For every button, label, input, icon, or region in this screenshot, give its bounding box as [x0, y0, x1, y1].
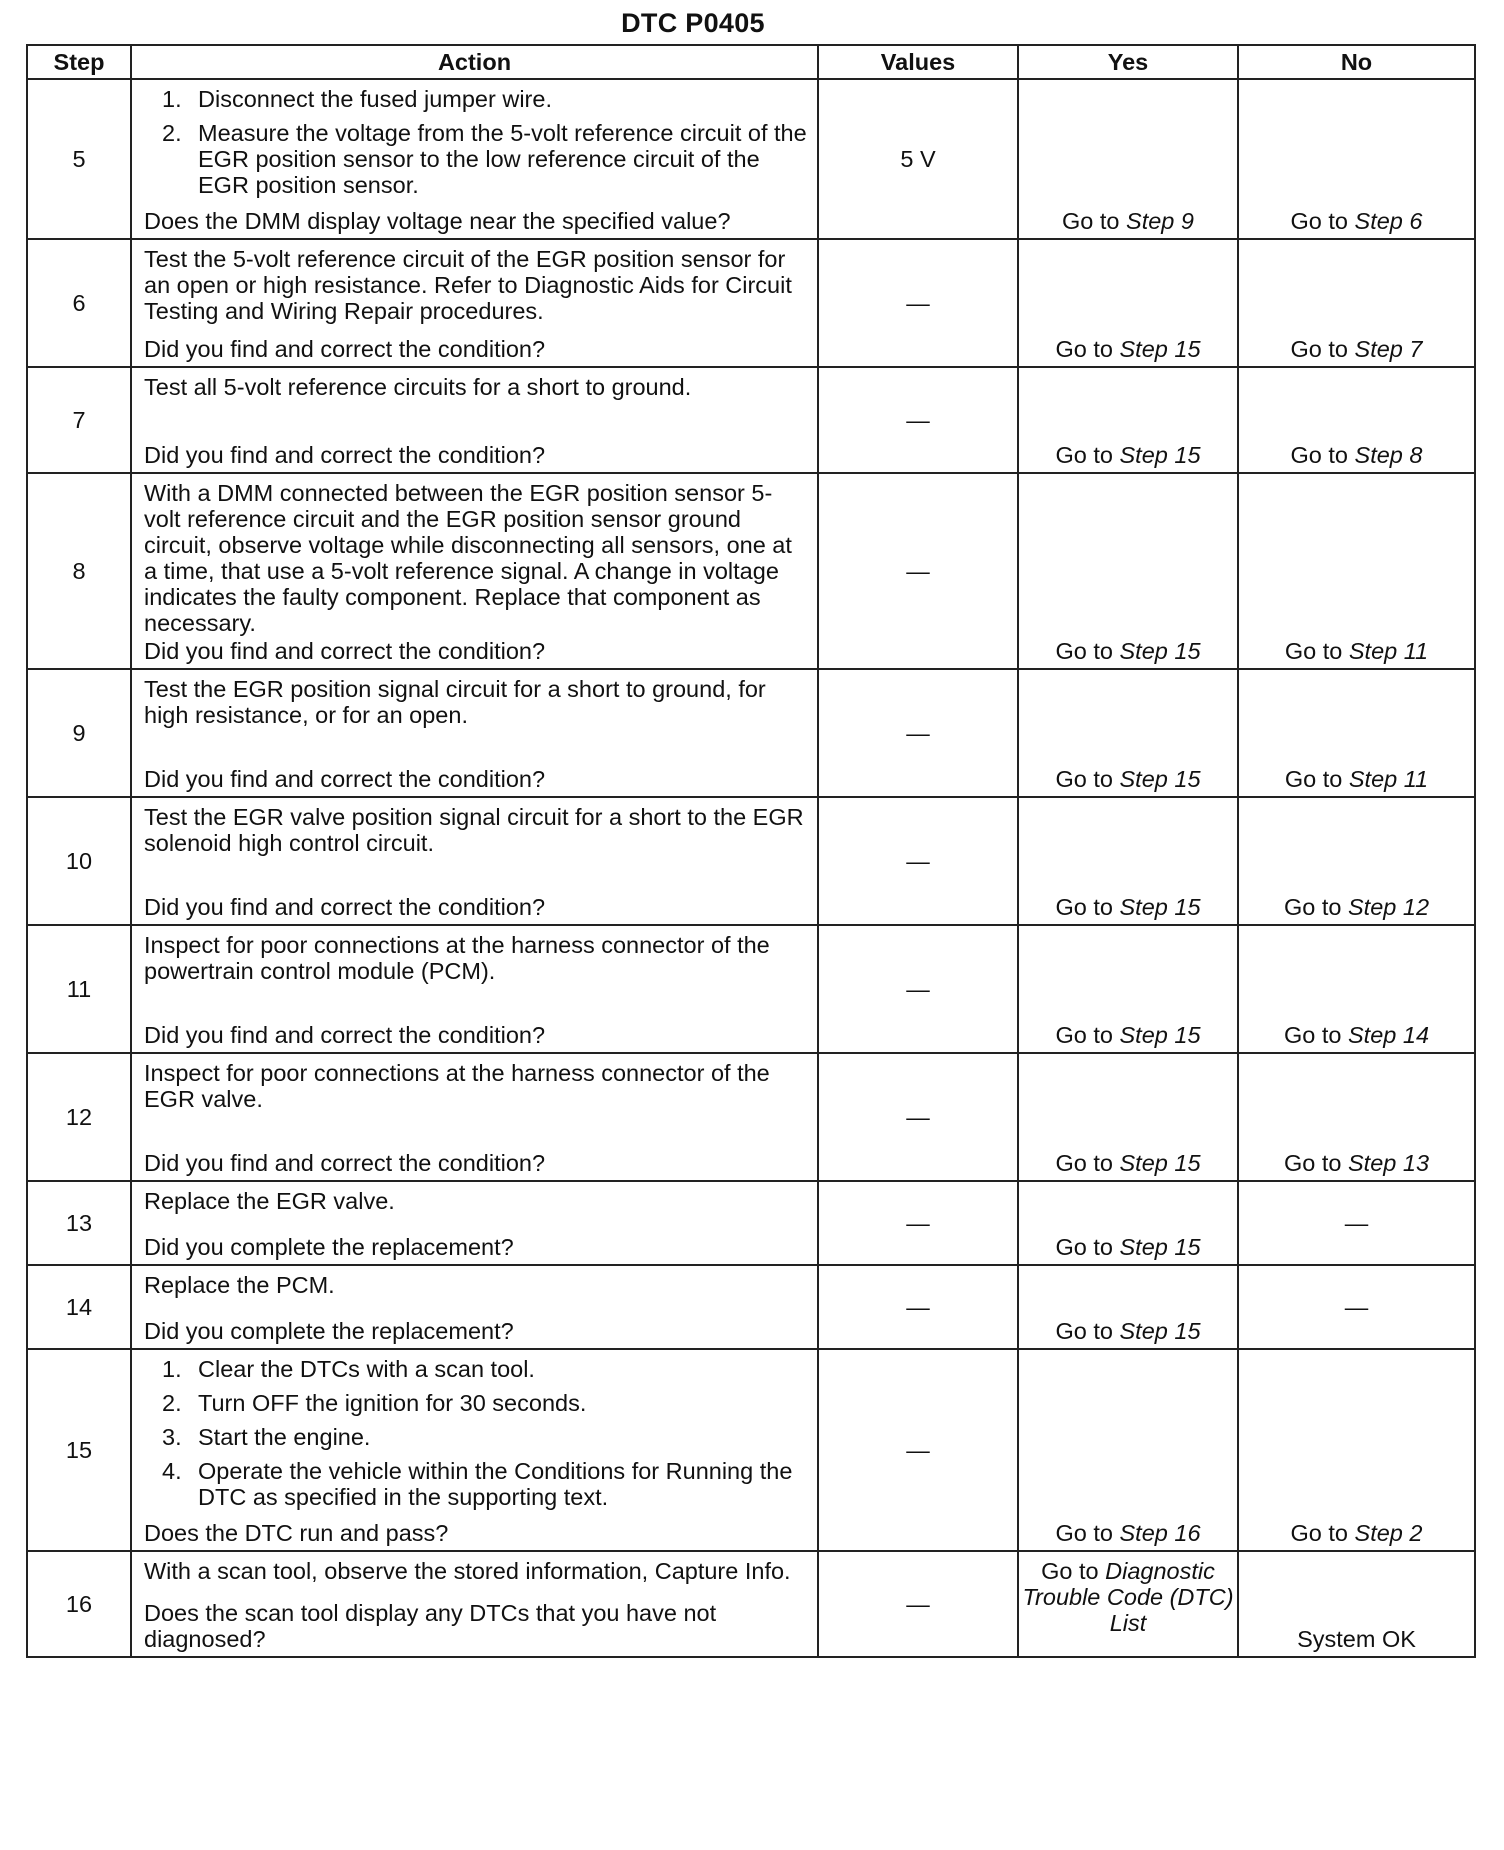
action-step-number: 2. — [162, 1390, 182, 1416]
dtc-table — [26, 44, 1476, 1658]
no-cell — [1238, 367, 1475, 473]
no-step-link[interactable]: Step 13 — [1348, 1150, 1430, 1176]
yes-step-link[interactable]: Step 9 — [1126, 208, 1194, 234]
value-cell: — — [818, 925, 1018, 1053]
action-step-text: Measure the voltage from the 5-volt reference circuit of the EGR position sensor to the low reference circuit of the EGR position sensor. — [198, 120, 807, 198]
action-step-text: Turn OFF the ignition for 30 seconds. — [198, 1390, 587, 1416]
no-cell — [1238, 669, 1475, 797]
yes-prefix: Go to — [1055, 1022, 1120, 1048]
no-cell: System OK — [1238, 1551, 1475, 1657]
value-cell: — — [818, 1551, 1018, 1657]
table-row — [27, 473, 1475, 669]
yes-cell — [1018, 797, 1238, 925]
action-step — [162, 1424, 807, 1450]
no-cell — [1238, 797, 1475, 925]
header-yes: Yes — [1018, 45, 1238, 79]
action-cell — [131, 925, 818, 1053]
yes-cell — [1018, 669, 1238, 797]
no-step-link[interactable]: Step 11 — [1348, 638, 1429, 664]
action-question: Did you find and correct the condition? — [144, 894, 546, 920]
table-row — [27, 797, 1475, 925]
table-row — [27, 669, 1475, 797]
step-number: 6 — [27, 239, 131, 367]
step-number: 9 — [27, 669, 131, 797]
table-row — [27, 79, 1475, 239]
yes-cell — [1018, 473, 1238, 669]
yes-step-link[interactable]: Step 15 — [1119, 442, 1201, 468]
table-row — [27, 239, 1475, 367]
action-question: Did you find and correct the condition? — [144, 1022, 546, 1048]
yes-step-link[interactable]: Step 15 — [1119, 638, 1201, 664]
step-number: 7 — [27, 367, 131, 473]
header-row — [27, 45, 1475, 79]
action-question: Did you find and correct the condition? — [144, 1150, 546, 1176]
no-cell: — — [1238, 1265, 1475, 1349]
no-prefix: Go to — [1284, 638, 1349, 664]
no-cell: — — [1238, 1181, 1475, 1265]
action-cell — [131, 1181, 818, 1265]
no-cell — [1238, 239, 1475, 367]
action-steps — [162, 86, 807, 206]
yes-prefix: Go to — [1055, 1234, 1120, 1260]
action-step-number: 3. — [162, 1424, 182, 1450]
step-number: 15 — [27, 1349, 131, 1551]
yes-prefix: Go to — [1055, 1150, 1120, 1176]
action-text: Test the EGR valve position signal circuit for a short to the EGR solenoid high control circuit. — [144, 804, 804, 856]
value-cell: — — [818, 1349, 1018, 1551]
table-row — [27, 925, 1475, 1053]
yes-prefix: Go to — [1055, 894, 1120, 920]
no-prefix: Go to — [1290, 442, 1355, 468]
yes-prefix: Go to — [1055, 1520, 1120, 1546]
header-values: Values — [818, 45, 1018, 79]
yes-cell — [1018, 1053, 1238, 1181]
step-number: 14 — [27, 1265, 131, 1349]
action-text: Inspect for poor connections at the harness connector of the powertrain control module (PCM). — [144, 932, 770, 984]
action-cell — [131, 473, 818, 669]
yes-prefix: Go to — [1055, 336, 1120, 362]
action-question: Does the DTC run and pass? — [144, 1520, 449, 1546]
yes-cell — [1018, 1349, 1238, 1551]
yes-cell — [1018, 239, 1238, 367]
yes-cell — [1018, 1265, 1238, 1349]
value-cell: — — [818, 367, 1018, 473]
action-text: With a scan tool, observe the stored information, Capture Info. — [144, 1558, 791, 1584]
action-step — [162, 86, 807, 112]
action-text: Test the 5-volt reference circuit of the EGR position sensor for an open or high resistance. Refer to Diagnostic Aids for Circuit Testing and Wiring Repair procedures. — [144, 246, 792, 324]
no-cell — [1238, 1053, 1475, 1181]
action-step-number: 4. — [162, 1458, 182, 1484]
yes-step-link[interactable]: Step 15 — [1119, 336, 1201, 362]
action-text: Replace the EGR valve. — [144, 1188, 395, 1214]
action-step-number: 1. — [162, 1356, 182, 1382]
action-cell — [131, 1551, 818, 1657]
yes-step-link[interactable]: Step 15 — [1119, 1150, 1201, 1176]
no-prefix: Go to — [1290, 1520, 1355, 1546]
yes-cell — [1018, 1181, 1238, 1265]
yes-step-link[interactable]: Step 15 — [1119, 894, 1201, 920]
step-number: 12 — [27, 1053, 131, 1181]
action-step — [162, 1356, 807, 1382]
action-cell — [131, 367, 818, 473]
value-cell: — — [818, 1053, 1018, 1181]
table-row — [27, 1181, 1475, 1265]
action-text: Replace the PCM. — [144, 1272, 335, 1298]
action-step-number: 2. — [162, 120, 182, 146]
action-cell — [131, 1349, 818, 1551]
action-step-text: Start the engine. — [198, 1424, 371, 1450]
no-cell — [1238, 473, 1475, 669]
action-question: Did you find and correct the condition? — [144, 336, 546, 362]
yes-step-link[interactable]: Step 15 — [1119, 766, 1201, 792]
step-number: 11 — [27, 925, 131, 1053]
no-step-link[interactable]: Step 8 — [1354, 442, 1423, 468]
action-question: Did you find and correct the condition? — [144, 766, 546, 792]
table-row — [27, 1053, 1475, 1181]
no-prefix: Go to — [1284, 766, 1349, 792]
action-cell — [131, 1265, 818, 1349]
no-prefix: Go to — [1290, 208, 1355, 234]
no-step-link[interactable]: Step 7 — [1354, 336, 1423, 362]
no-prefix: Go to — [1283, 1150, 1348, 1176]
action-step — [162, 120, 807, 198]
action-question: Did you complete the replacement? — [144, 1234, 514, 1260]
no-step-link[interactable]: Step 12 — [1348, 894, 1430, 920]
action-step-text: Disconnect the fused jumper wire. — [198, 86, 552, 112]
no-cell — [1238, 925, 1475, 1053]
action-step-text: Clear the DTCs with a scan tool. — [198, 1356, 535, 1382]
table-row — [27, 367, 1475, 473]
action-cell — [131, 79, 818, 239]
no-prefix: Go to — [1290, 336, 1355, 362]
yes-prefix: Go to — [1055, 638, 1120, 664]
step-number: 16 — [27, 1551, 131, 1657]
action-question: Did you find and correct the condition? — [144, 638, 546, 664]
value-cell: — — [818, 1181, 1018, 1265]
no-cell — [1238, 1349, 1475, 1551]
yes-prefix: Go to — [1055, 1318, 1120, 1344]
action-text: Inspect for poor connections at the harness connector of the EGR valve. — [144, 1060, 770, 1112]
action-cell — [131, 239, 818, 367]
no-cell — [1238, 79, 1475, 239]
no-step-link[interactable]: Step 11 — [1348, 766, 1429, 792]
yes-cell — [1018, 1551, 1238, 1657]
action-question: Does the scan tool display any DTCs that you have not diagnosed? — [144, 1600, 717, 1652]
no-step-link[interactable]: Step 6 — [1354, 208, 1423, 234]
yes-step-link[interactable]: Step 16 — [1119, 1520, 1201, 1546]
yes-prefix: Go to — [1041, 1558, 1106, 1584]
yes-prefix: Go to — [1055, 766, 1120, 792]
value-cell: 5 V — [818, 79, 1018, 239]
action-step — [162, 1458, 807, 1510]
yes-link[interactable]: Diagnostic Trouble Code (DTC) List — [1022, 1558, 1234, 1636]
action-question: Does the DMM display voltage near the specified value? — [144, 208, 731, 234]
no-step-link[interactable]: Step 14 — [1348, 1022, 1430, 1048]
header-action: Action — [131, 45, 818, 79]
no-prefix: Go to — [1283, 894, 1348, 920]
yes-cell — [1018, 79, 1238, 239]
action-text: With a DMM connected between the EGR position sensor 5-volt reference circuit and the EGR position sensor ground circuit, observe voltage while disconnecting all sensors, one at a time, that use a 5-volt reference signal. A change in voltage indicates the faulty component. Replace that component as necessary. — [144, 480, 792, 636]
yes-prefix: Go to — [1062, 208, 1127, 234]
action-question: Did you complete the replacement? — [144, 1318, 514, 1344]
page-title: DTC P0405 — [621, 8, 765, 38]
action-step — [162, 1390, 807, 1416]
action-question: Did you find and correct the condition? — [144, 442, 546, 468]
step-number: 5 — [27, 79, 131, 239]
action-cell — [131, 797, 818, 925]
table-row — [27, 1265, 1475, 1349]
step-number: 8 — [27, 473, 131, 669]
action-text: Test the EGR position signal circuit for a short to ground, for high resistance, or for an open. — [144, 676, 766, 728]
no-prefix: Go to — [1283, 1022, 1348, 1048]
action-step-text: Operate the vehicle within the Conditions for Running the DTC as specified in the supporting text. — [198, 1458, 793, 1510]
yes-step-link[interactable]: Step 15 — [1119, 1318, 1201, 1344]
value-cell: — — [818, 239, 1018, 367]
yes-cell — [1018, 367, 1238, 473]
action-cell — [131, 1053, 818, 1181]
action-steps — [162, 1356, 807, 1518]
action-step-number: 1. — [162, 86, 182, 112]
step-number: 13 — [27, 1181, 131, 1265]
no-step-link[interactable]: Step 2 — [1354, 1520, 1423, 1546]
yes-step-link[interactable]: Step 15 — [1119, 1022, 1201, 1048]
header-no: No — [1238, 45, 1475, 79]
value-cell: — — [818, 1265, 1018, 1349]
action-cell — [131, 669, 818, 797]
yes-cell — [1018, 925, 1238, 1053]
header-step: Step — [27, 45, 131, 79]
yes-step-link[interactable]: Step 15 — [1119, 1234, 1201, 1260]
action-text: Test all 5-volt reference circuits for a short to ground. — [144, 374, 692, 400]
table-row — [27, 1551, 1475, 1657]
table-row — [27, 1349, 1475, 1551]
step-number: 10 — [27, 797, 131, 925]
value-cell: — — [818, 669, 1018, 797]
yes-prefix: Go to — [1055, 442, 1120, 468]
value-cell: — — [818, 797, 1018, 925]
value-cell: — — [818, 473, 1018, 669]
